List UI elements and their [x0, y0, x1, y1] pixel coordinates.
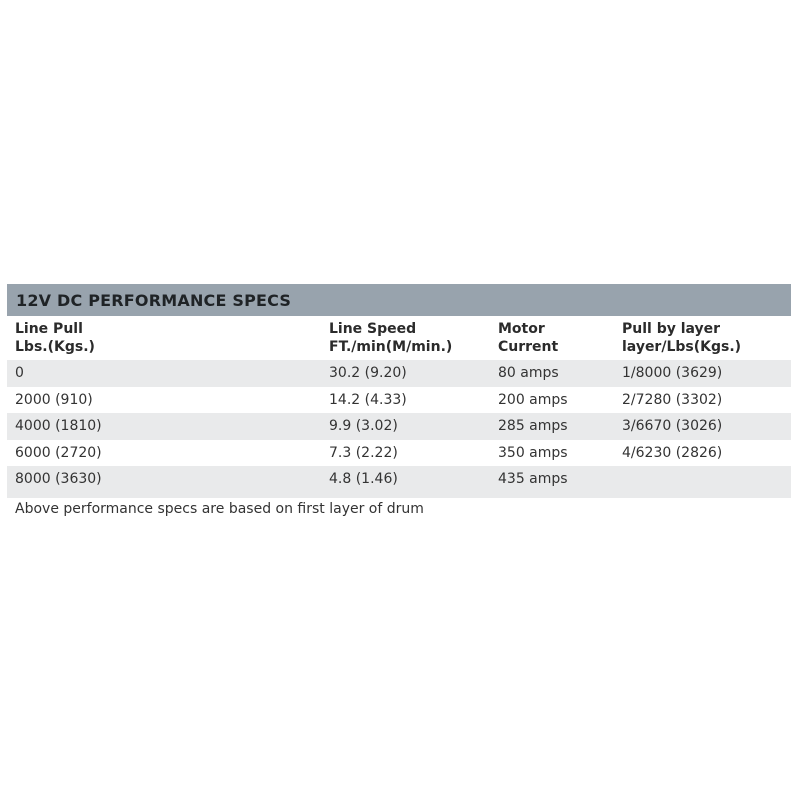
column-header-pull-by-layer: Pull by layer layer/Lbs(Kgs.): [622, 321, 742, 355]
cell-line-speed: 4.8 (1.46): [329, 471, 398, 488]
cell-line-pull: 2000 (910): [15, 391, 93, 408]
table-footnote: Above performance specs are based on first layer of drum: [15, 501, 424, 518]
table-row: [7, 387, 791, 414]
cell-line-pull: 4000 (1810): [15, 418, 102, 435]
cell-line-speed: 14.2 (4.33): [329, 391, 407, 408]
cell-line-pull: 6000 (2720): [15, 445, 102, 462]
table-title: 12V DC PERFORMANCE SPECS: [7, 284, 791, 316]
cell-line-pull: 8000 (3630): [15, 471, 102, 488]
column-header-line-speed: Line Speed FT./min(M/min.): [329, 321, 453, 355]
cell-pull-by-layer: 2/7280 (3302): [622, 391, 723, 408]
table-row: [7, 466, 791, 498]
cell-pull-by-layer: 1/8000 (3629): [622, 365, 723, 382]
cell-line-speed: 7.3 (2.22): [329, 445, 398, 462]
cell-motor-current: 285 amps: [498, 418, 568, 435]
column-header-motor-current: Motor Current: [498, 321, 559, 355]
cell-motor-current: 80 amps: [498, 365, 559, 382]
cell-pull-by-layer: 3/6670 (3026): [622, 418, 723, 435]
cell-motor-current: 200 amps: [498, 391, 568, 408]
cell-line-speed: 30.2 (9.20): [329, 365, 407, 382]
cell-line-speed: 9.9 (3.02): [329, 418, 398, 435]
column-header-line-pull: Line Pull Lbs.(Kgs.): [15, 321, 95, 355]
table-row: [7, 440, 791, 467]
table-row: [7, 360, 791, 387]
cell-motor-current: 350 amps: [498, 445, 568, 462]
table-header-row: [7, 316, 791, 360]
cell-line-pull: 0: [15, 365, 24, 382]
cell-pull-by-layer: 4/6230 (2826): [622, 445, 723, 462]
performance-specs-table: [7, 284, 791, 517]
table-row: [7, 413, 791, 440]
cell-motor-current: 435 amps: [498, 471, 568, 488]
